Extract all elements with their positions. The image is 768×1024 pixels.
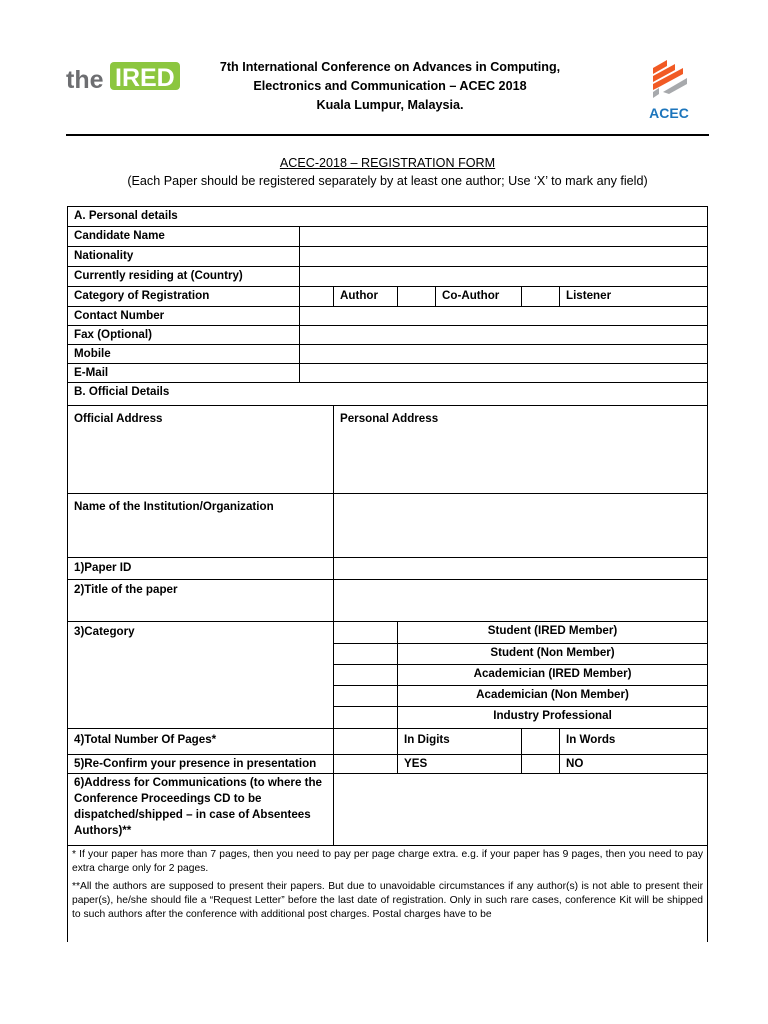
logo-the-text: the: [66, 66, 104, 94]
contact-number-field[interactable]: [300, 307, 708, 326]
in-words-label[interactable]: In Words: [560, 729, 708, 755]
section-personal-details: A. Personal details: [68, 207, 708, 227]
contact-number-label: Contact Number: [68, 307, 300, 326]
personal-address-label: Personal Address: [340, 412, 439, 425]
category-checkbox-0[interactable]: [334, 622, 398, 644]
fax-label: Fax (Optional): [68, 326, 300, 345]
category-option-0: Student (IRED Member): [398, 622, 708, 644]
residing-country-field[interactable]: [300, 267, 708, 287]
paper-id-label: 1)Paper ID: [68, 558, 334, 580]
acec-logo: [645, 58, 693, 122]
logo-ired-text: IRED: [115, 64, 175, 92]
coauthor-checkbox[interactable]: [522, 287, 560, 307]
header-divider: [66, 134, 709, 136]
yes-label: YES: [398, 755, 522, 774]
registration-category-label: Category of Registration: [68, 287, 300, 307]
email-field[interactable]: [300, 364, 708, 383]
footnote-presentation: **All the authors are supposed to present their papers. But due to unavoidable circumstances if any author(s) is not able to present their paper(s), he/she should file a “Request Letter” before the last date of registration. Only in such rare cases, conference Kit will be shipped to such authors after the conference with additional post charges. Postal charges have to be: [72, 881, 704, 920]
conference-location: Kuala Lumpur, Malaysia.: [316, 98, 464, 112]
section-official-details: B. Official Details: [68, 383, 708, 406]
communication-address-label: 6)Address for Communications (to where the Conference Proceedings CD to be dispatched/shipped – in case of Absentees Authors)**: [68, 774, 334, 846]
residing-country-label: Currently residing at (Country): [68, 267, 300, 287]
category-label: 3)Category: [68, 622, 334, 729]
category-option-3: Academician (Non Member): [398, 686, 708, 707]
reconfirm-label: 5)Re-Confirm your presence in presentation: [68, 755, 334, 774]
mobile-field[interactable]: [300, 345, 708, 364]
conference-title-line1: 7th International Conference on Advances in Computing,: [219, 60, 561, 74]
no-label[interactable]: NO: [560, 755, 708, 774]
category-option-4: Industry Professional: [398, 707, 708, 729]
paper-title-field[interactable]: [334, 580, 708, 622]
form-title-block: [66, 154, 709, 190]
communication-address-field[interactable]: [334, 774, 708, 846]
yes-checkbox[interactable]: [522, 755, 560, 774]
in-digits-label: In Digits: [398, 729, 522, 755]
email-label: E-Mail: [68, 364, 300, 383]
category-option-1: Student (Non Member): [398, 644, 708, 665]
conference-title-line2: Electronics and Communication – ACEC 2018: [253, 79, 527, 93]
footnote-pages: * If your paper has more than 7 pages, then you need to pay per page charge extra. e.g. if your paper has 9 pages, then you need to pay extra charge only for 2 pages.: [72, 849, 704, 874]
total-pages-label: 4)Total Number Of Pages*: [68, 729, 334, 755]
category-checkbox-4[interactable]: [334, 707, 398, 729]
acec-logo-text: ACEC: [649, 105, 689, 121]
paper-title-label: 2)Title of the paper: [68, 580, 334, 622]
institution-label: Name of the Institution/Organization: [68, 494, 334, 558]
candidate-name-field[interactable]: [300, 227, 708, 247]
registration-category-spacer: [300, 287, 334, 307]
paper-id-field[interactable]: [334, 558, 708, 580]
category-checkbox-3[interactable]: [334, 686, 398, 707]
category-checkbox-1[interactable]: [334, 644, 398, 665]
author-checkbox[interactable]: [398, 287, 436, 307]
footnotes: [68, 846, 708, 942]
personal-address-field[interactable]: [334, 406, 708, 494]
nationality-label: Nationality: [68, 247, 300, 267]
ired-logo: [66, 58, 182, 96]
coauthor-label: Co-Author: [436, 287, 522, 307]
official-address-label: Official Address: [74, 412, 163, 425]
reconfirm-spacer: [334, 755, 398, 774]
candidate-name-label: Candidate Name: [68, 227, 300, 247]
listener-label[interactable]: Listener: [560, 287, 708, 307]
official-address-field[interactable]: [68, 406, 334, 494]
form-subtitle: (Each Paper should be registered separately by at least one author; Use ‘X’ to mark any field): [127, 174, 648, 188]
conference-header: [200, 58, 580, 115]
in-digits-field[interactable]: [522, 729, 560, 755]
institution-field[interactable]: [334, 494, 708, 558]
author-label: Author: [334, 287, 398, 307]
nationality-field[interactable]: [300, 247, 708, 267]
category-checkbox-2[interactable]: [334, 665, 398, 686]
mobile-label: Mobile: [68, 345, 300, 364]
registration-form-table: [67, 206, 708, 942]
total-pages-spacer: [334, 729, 398, 755]
category-option-2: Academician (IRED Member): [398, 665, 708, 686]
form-title: ACEC-2018 – REGISTRATION FORM: [279, 156, 496, 170]
fax-field[interactable]: [300, 326, 708, 345]
